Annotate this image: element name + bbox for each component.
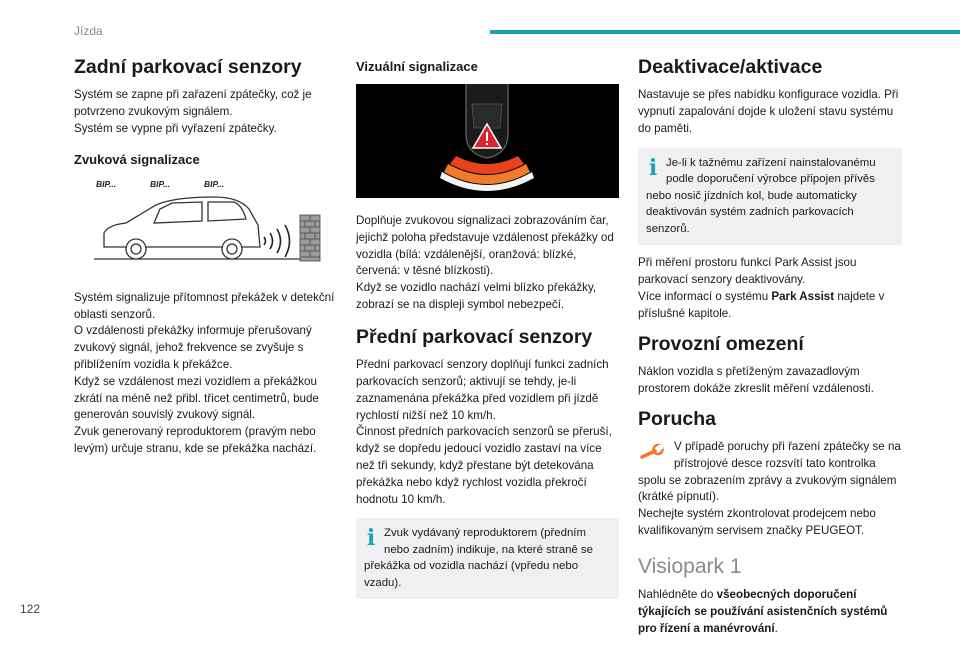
column-2 [356, 56, 619, 609]
column-3 [638, 56, 902, 647]
text: Činnost předních parkovacích senzorů se přeruší, když se dopředu jedoucí vozidlo zastaví na více než tři sekundy, když přestane být detekována překážka nebo když rychlost vozidla překročí hodnotu 10 km/h. [356, 425, 612, 506]
text: Při měření prostoru funkcí Park Assist jsou parkovací senzory deaktivovány. [638, 256, 857, 287]
paragraph: Nastavuje se přes nabídku konfigurace vozidla. Při vypnutí zapalování dojde k uložení stavu systému do paměti. [638, 88, 899, 135]
text: Když se vozidlo nachází velmi blízko překážky, zobrazí se na displeji symbol nebezpečí. [356, 281, 597, 311]
header-accent-bar [490, 30, 960, 34]
info-icon: i [648, 154, 658, 181]
section-title-visiopark: Visiopark 1 [638, 554, 742, 578]
paragraph [638, 439, 902, 540]
text: O vzdálenosti překážky informuje přerušovaný zvukový signál, jehož frekvence se zvyšuje s přiblížením vozidla k překážce. [74, 324, 312, 371]
text: Nahlédněte do [638, 587, 717, 601]
section-title-rear-sensors: Zadní parkovací senzory [74, 56, 302, 78]
page-number: 122 [20, 602, 41, 616]
paragraph [356, 357, 619, 508]
info-box [638, 148, 902, 246]
text: Doplňuje zvukovou signalizaci zobrazováním čar, jejichž poloha představuje vzdálenost překážky od vozidla (bílá: vzdálenější, oranžová: blízké, červená: v těsné blízkosti). [356, 214, 614, 278]
beep-label: BIP... [204, 178, 225, 189]
column-1 [74, 56, 336, 468]
paragraph [74, 87, 336, 137]
section-title-limitations: Provozní omezení [638, 332, 804, 355]
parking-display-image [356, 84, 619, 203]
text: najdete v příslušné kapitole. [638, 290, 885, 320]
paragraph [638, 587, 902, 637]
info-text: Zvuk vydávaný reproduktorem (předním nebo zadním) indikuje, na které straně se překážka od vozidla nachází (vpředu nebo vzadu). [364, 527, 593, 589]
text: Systém se vypne při vyřazení zpátečky. [74, 121, 277, 135]
text: Nechejte systém zkontrolovat prodejcem nebo kvalifikovaným servisem značky PEUGEOT. [638, 507, 876, 537]
car-icon [94, 197, 304, 259]
section-title-front-sensors: Přední parkovací senzory [356, 325, 593, 348]
sound-waves-icon [264, 225, 290, 257]
text: Zvuk generovaný reproduktorem (pravým nebo levým) určuje stranu, kde se překážka nachází. [74, 425, 317, 455]
subtitle-audible: Zvuková signalizace [74, 151, 200, 167]
bold-text: Park Assist [771, 290, 835, 304]
beep-label: BIP... [150, 178, 171, 189]
wrench-warning-icon [638, 442, 668, 464]
paragraph [74, 290, 336, 458]
car-beep-illustration [74, 175, 336, 280]
text: Systém se zapne při zařazení zpátečky, což je potvrzeno zvukovým signálem. [74, 88, 312, 119]
paragraph: Náklon vozidla s přetíženým zavazadlovým prostorem dokáže zkreslit měření vzdálenosti. [638, 365, 874, 395]
section-title-fault: Porucha [638, 407, 717, 430]
beep-label: BIP... [96, 178, 117, 189]
paragraph [638, 255, 902, 322]
text: Systém signalizuje přítomnost překážek v detekční oblasti senzorů. [74, 290, 335, 321]
paragraph [356, 213, 619, 314]
wall-icon [300, 215, 320, 261]
text: . [774, 621, 778, 635]
info-text: Je-li k tažnému zařízení nainstalovanému podle doporučení výrobce připojen přívěs nebo nosič jízdních kol, bude automaticky deaktivován systém zadních parkovacích senzorů. [646, 156, 876, 235]
text: Přední parkovací senzory doplňují funkci zadních parkovacích senzorů; aktivují se tehdy, je-li zaznamenána překážka před vozidlem při jízdě rychlostí nižší než 10 km/h. [356, 358, 609, 422]
bold-text: všeobecných doporučení týkajících se používání asistenčních systémů pro řízení a manévrování [638, 587, 888, 635]
text: Když se vzdálenost mezi vozidlem a překážkou zkrátí na méně než přibl. třicet centimetrů, bude generován souvislý zvukový signál. [74, 374, 319, 422]
running-header: Jízda [74, 24, 103, 38]
section-title-deactivation: Deaktivace/aktivace [638, 56, 823, 78]
subtitle-visual: Vizuální signalizace [356, 59, 478, 74]
text: Více informací o systému [638, 290, 772, 304]
text: V případě poruchy při řazení zpátečky se na přístrojové desce rozsvítí tato kontrolka spolu se zobrazením zprávy a zvukovým signálem (krátké pípnutí). [638, 440, 901, 504]
info-box [356, 518, 619, 599]
info-icon: i [366, 525, 376, 552]
